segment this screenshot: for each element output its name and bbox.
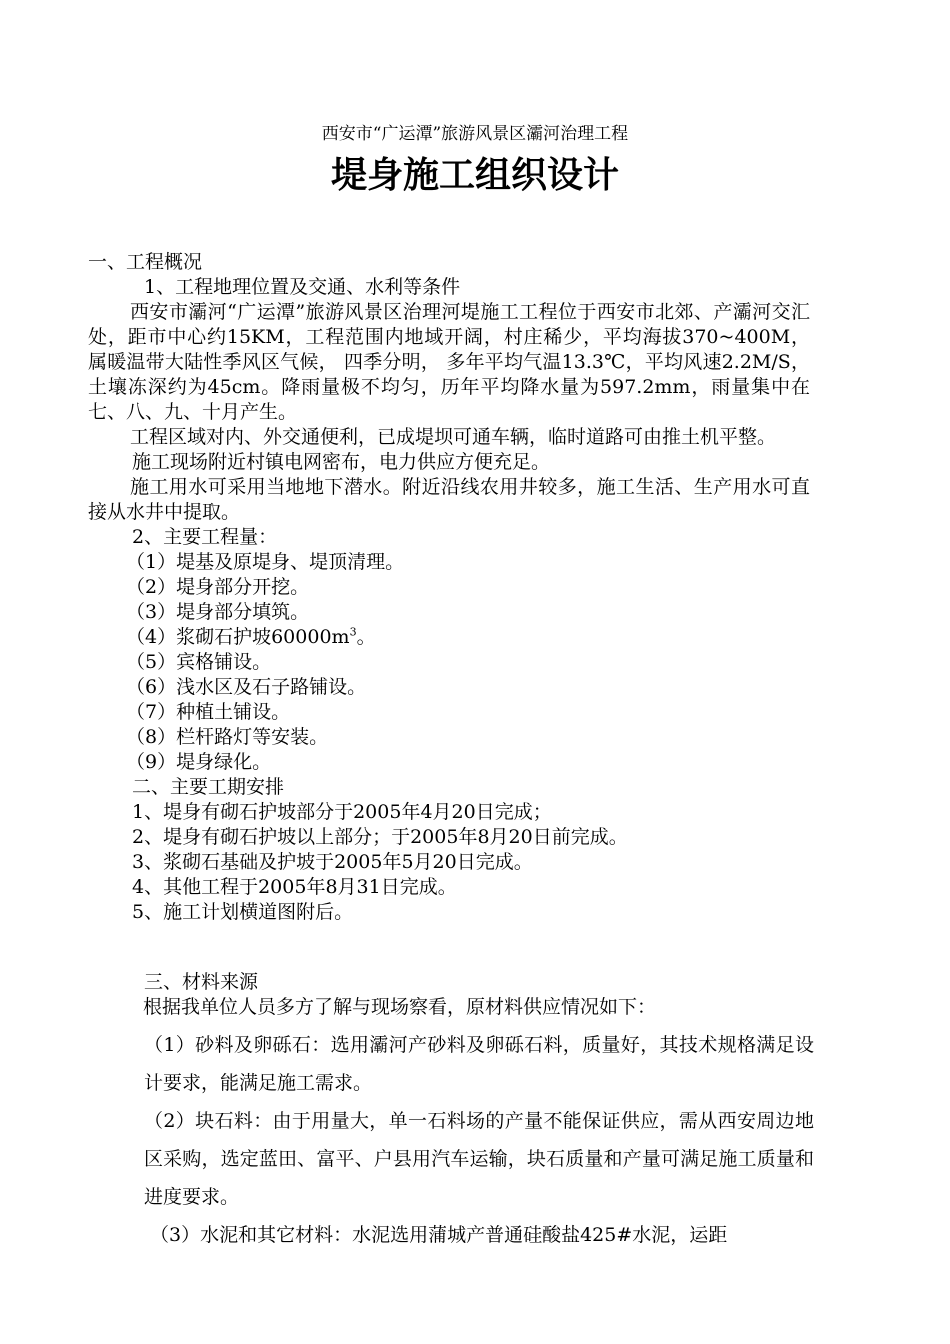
paragraph-location: 西安市灞河“广运潭”旅游风景区治理河堤施工工程位于西安市北郊、产灞河交汇处，距市中心约15KM，工程范围内地域开阔，村庄稀少，平均海拔370~400M， 属暖温带大陆性季风区气候， 四季分明， 多年平均气温13.3℃，平均风速2.2M/S，土壤冻深约为45cm。降雨量极不均匀，历年平均降水量为597.2mm，雨量集中在七、八、九、十月产生。 — [88, 301, 810, 423]
list-item: （5）宾格铺设。 — [126, 651, 272, 673]
subsection-heading-location: 1、工程地理位置及交通、水利等条件 — [144, 276, 461, 298]
paragraph-traffic: 工程区域对内、外交通便利，已成堤坝可通车辆，临时道路可由推土机平整。 — [130, 426, 777, 448]
materials-block-stone: （2）块石料：由于用量大，单一石料场的产量不能保证供应，需从西安周边地区采购，选定蓝田、富平、户县用汽车运输，块石质量和产量可满足施工质量和进度要求。 — [144, 1110, 814, 1208]
list-item: （3）堤身部分填筑。 — [126, 601, 310, 623]
materials-intro: 根据我单位人员多方了解与现场察看，原材料供应情况如下： — [143, 996, 657, 1018]
schedule-item: 1、堤身有砌石护坡部分于2005年4月20日完成； — [132, 801, 552, 823]
list-item: （8）栏杆路灯等安装。 — [126, 726, 329, 748]
superscript: 3 — [349, 625, 357, 639]
list-item: （9）堤身绿化。 — [126, 751, 272, 773]
section-heading-materials: 三、材料来源 — [144, 971, 259, 993]
document-subtitle: 西安市“广运潭”旅游风景区灞河治理工程 — [321, 124, 629, 144]
document-title: 堤身施工组织设计 — [330, 154, 619, 196]
subsection-heading-quantities: 2、主要工程量： — [132, 526, 278, 548]
paragraph-power: 施工现场附近村镇电网密布，电力供应方便充足。 — [132, 451, 551, 473]
materials-section — [144, 970, 814, 1254]
materials-cement: （3）水泥和其它材料：水泥选用蒲城产普通硅酸盐425#水泥，运距 — [150, 1224, 728, 1246]
list-item-tail: 。 — [356, 626, 376, 648]
list-item-text: （4）浆砌石护坡60000m — [126, 626, 350, 648]
list-item: （7）种植土铺设。 — [126, 701, 291, 723]
schedule-item: 4、其他工程于2005年8月31日完成。 — [132, 876, 457, 898]
document-body — [88, 250, 810, 925]
materials-sand-gravel: （1）砂料及卵砾石：选用灞河产砂料及卵砾石料，质量好，其技术规格满足设计要求，能满足施工需求。 — [144, 1034, 814, 1094]
list-item: （2）堤身部分开挖。 — [126, 576, 310, 598]
paragraph-water: 施工用水可采用当地地下潜水。附近沿线农用井较多，施工生活、生产用水可直接从水井中提取。 — [88, 476, 810, 523]
schedule-item: 5、施工计划横道图附后。 — [132, 901, 354, 923]
schedule-item: 3、浆砌石基础及护坡于2005年5月20日完成。 — [132, 851, 533, 873]
list-item: （6）浅水区及石子路铺设。 — [126, 676, 367, 698]
schedule-item: 2、堤身有砌石护坡以上部分；于2005年8月20日前完成。 — [132, 826, 628, 848]
section-heading-schedule: 二、主要工期安排 — [132, 776, 285, 798]
section-heading-overview: 一、工程概况 — [88, 251, 203, 273]
list-item — [88, 625, 810, 650]
list-item: （1）堤基及原堤身、堤顶清理。 — [126, 551, 405, 573]
